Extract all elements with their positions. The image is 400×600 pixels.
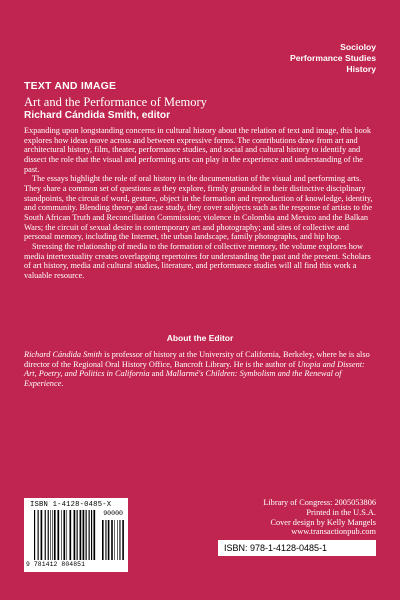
book-subtitle: Art and the Performance of Memory [24, 95, 207, 109]
barcode-bar [45, 510, 46, 560]
imprint-line: Cover design by Kelly Mangels [270, 517, 376, 527]
barcode-bars [34, 510, 96, 560]
barcode-bar [77, 510, 78, 560]
about-editor-text [24, 350, 376, 389]
barcode-price-code: 90000 [103, 510, 123, 517]
imprint-line: Library of Congress: 2005053806 [263, 498, 376, 507]
about-text: and [149, 369, 166, 379]
barcode-bar [119, 520, 120, 560]
barcode-bar [69, 510, 71, 560]
category-label: Performance Studies [290, 53, 376, 63]
category-label: History [346, 64, 376, 74]
barcode-bar [63, 510, 65, 560]
barcode-bar [83, 510, 85, 560]
barcode-bar [89, 510, 90, 560]
imprint-line: www.transactionpub.com [291, 527, 376, 537]
description [24, 126, 376, 281]
barcode-bar [93, 510, 95, 560]
barcode-bar [48, 510, 49, 560]
barcode-bar [117, 520, 118, 560]
barcode-bar [52, 510, 53, 560]
barcode-bar [105, 520, 106, 560]
barcode-bar [66, 510, 67, 560]
book-reference: Mallarmé's Children: Symbolism and the Renewal of Experience [24, 369, 342, 388]
description-paragraph: The essays highlight the role of oral history in the documentation of the visual and performing arts. They share a common set of questions as they explore, firmly grounded in their distinctive disciplinary standpoints, the circuit of word, gesture, object in the formation and reproduction of knowledge, identity, and community. Blending theory and case study, they cover subjects such as the response of artists to the South African Truth and Reconciliation Commission; violence in Colombia and Mexico and the Balkan Wars; the circuit of sexual desire in contemporary art and photography; and sites of collective and personal memory, including the Internet, the urban landscape, family photographs, and hip hop. [24, 174, 373, 242]
barcode-bar [41, 510, 43, 560]
description-paragraph: Expanding upon longstanding concerns in cultural history about the relation of text and image, this book explores how ideas move across and between expressive forms. The contributions draw from art and architectural history, film, theater, performance studies, and social and cultural history to identify and dissect the role that the visual and performing arts can play in the experience and understanding of the past. [24, 126, 372, 174]
about-text: is professor of history at the University of California, Berkeley, where he is also director of the Regional Oral History Office, Bancroft Library. He is the author of [24, 350, 370, 369]
barcode-isbn-label: ISBN 1-4128-0485-X [30, 501, 112, 509]
barcode-bar [54, 510, 56, 560]
category-label: Socioloy [340, 42, 376, 52]
barcode-bar [108, 520, 110, 560]
isbn13-box: ISBN: 978-1-4128-0485-1 [218, 540, 376, 556]
barcode-bar [34, 510, 35, 560]
description-paragraph: Stressing the relationship of media to the formation of collective memory, the volume explores how media intertextuality creates overlapping repertoires for understanding the past and the present. Scholars of art history, media and cultural studies, literature, and performance studies will all find this work a valuable resource. [24, 241, 371, 280]
barcode-bar [91, 510, 92, 560]
barcode-bar [102, 520, 104, 560]
barcode-digits: 9 781412 804851 [26, 561, 86, 568]
barcode-bar [111, 520, 113, 560]
barcode-supplement-bars [102, 520, 124, 560]
imprint-info [263, 498, 376, 537]
about-text: . [61, 378, 64, 388]
barcode-bar [80, 510, 82, 560]
subject-categories [290, 42, 376, 75]
barcode-bar [57, 510, 59, 560]
isbn-barcode [24, 498, 128, 572]
barcode-bar [86, 510, 87, 560]
editor-name: Richard Cándida Smith [24, 350, 103, 359]
about-editor-heading: About the Editor [166, 333, 234, 343]
editor-credit: Richard Cándida Smith, editor [24, 110, 171, 121]
barcode-bar [122, 520, 124, 560]
barcode-bar [114, 520, 115, 560]
book-reference: Utopia and Dissent: Art, Poetry, and Politics in California [24, 359, 365, 379]
barcode-bar [50, 510, 51, 560]
barcode-bar [74, 510, 76, 560]
barcode-bar [61, 510, 62, 560]
book-title: TEXT AND IMAGE [24, 80, 117, 92]
imprint-line: Printed in the U.S.A. [306, 507, 376, 517]
barcode-bar [38, 510, 39, 560]
